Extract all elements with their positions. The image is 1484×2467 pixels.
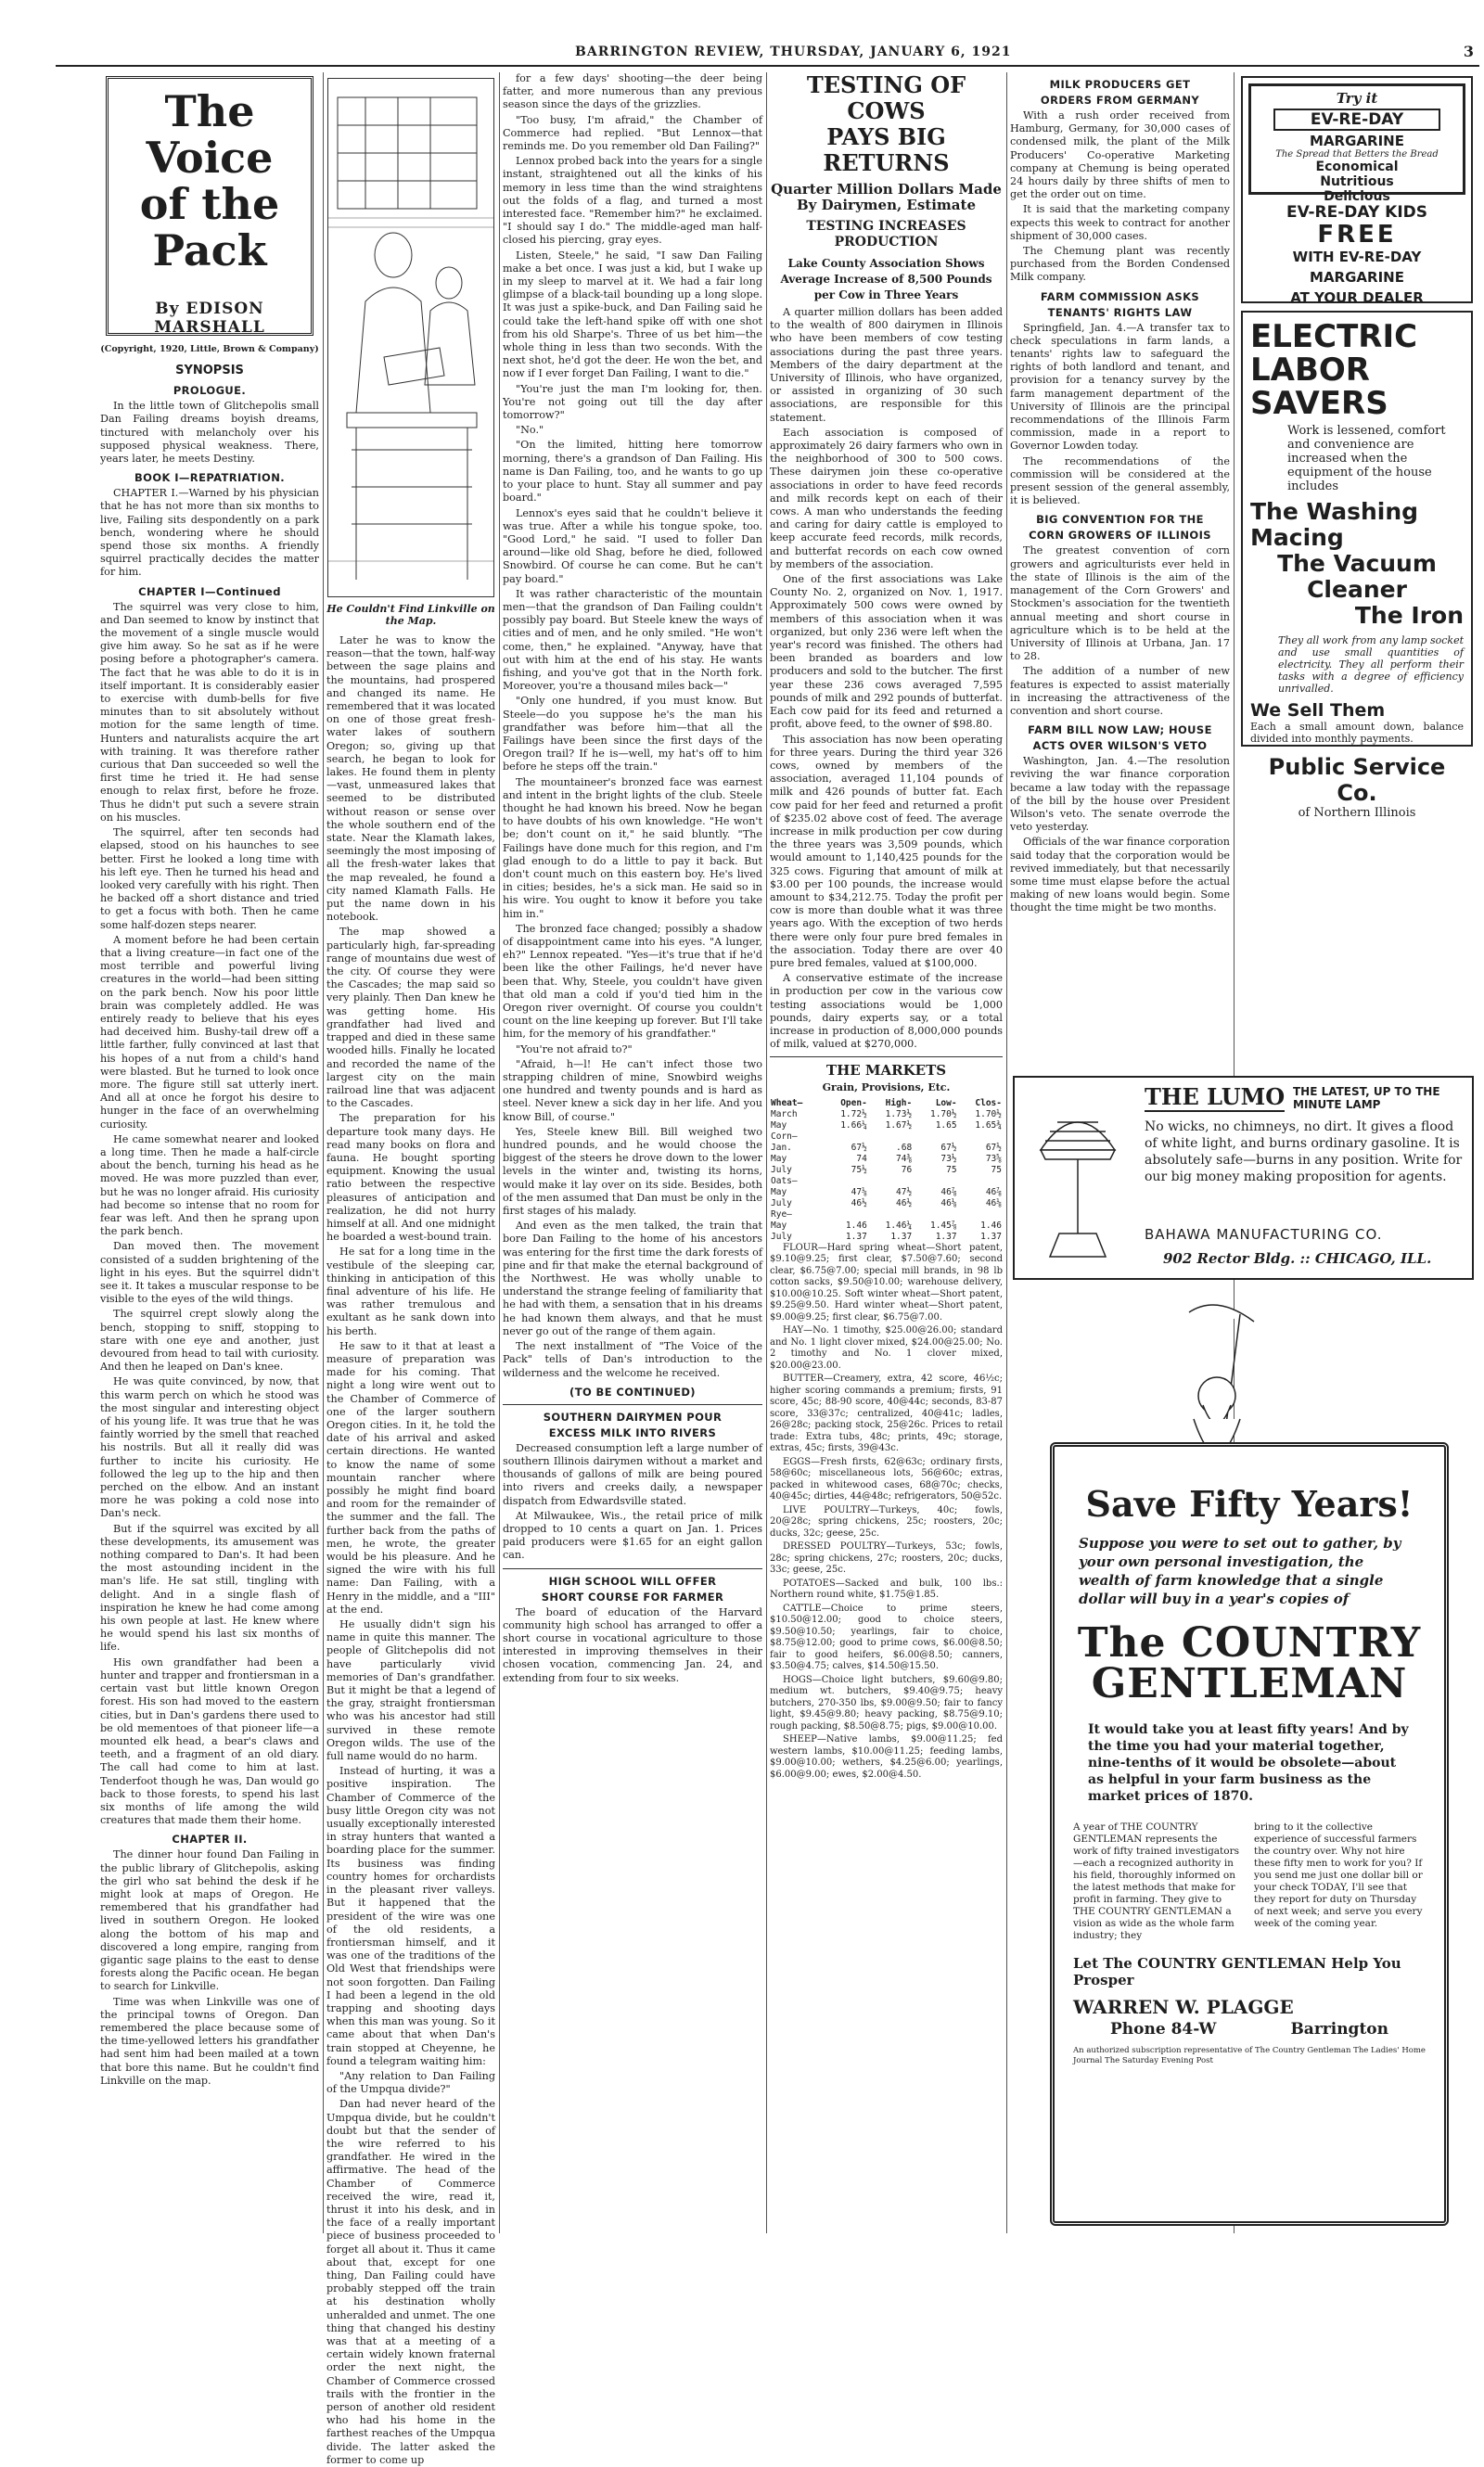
company-name: BAHAWA MANUFACTURING CO. (1145, 1226, 1383, 1243)
paragraph: "You're just the man I'm looking for, then. You're not going out till the day after tomorrow?" (503, 382, 762, 422)
table-cell (868, 1176, 913, 1187)
table-cell: 67½ (985, 1142, 1002, 1153)
column-serial-2 (326, 72, 495, 2466)
paragraph: "You're not afraid to?" (516, 1042, 633, 1055)
table-cell: 1.72½ (840, 1108, 867, 1119)
ad-headline: SAVERS (1250, 385, 1388, 422)
table-row (770, 1131, 1003, 1143)
table-cell: 46⅞ (985, 1186, 1002, 1197)
ad-text: A year of THE COUNTRY GENTLEMAN represents the work of fifty trained investigators—each a recognized authority in his field, thoroughly informed on the latest methods that make for profit in farming. They give to THE COUNTRY GENTLEMAN a vision as wide as the whole farm industry; they (1073, 1821, 1240, 1941)
table-cell: 1.73½ (885, 1108, 913, 1119)
table-cell: Oats— (771, 1175, 798, 1186)
paragraph: His own grandfather had been a hunter and trapper and frontiersman in a certain vast but little known Oregon forest. His son had moved to the eastern cities, but in Dan's gardens there used to be old mementoes of that pioneer life—a mounted elk head, a bear's claws and teeth, and a fragment of an old diary. The call had come to him at last. Tenderfoot though he was, Dan would go back to those forests, to spend his last six months of life among the wild creatures that made them their home. (100, 1655, 319, 1827)
paragraph: The squirrel crept slowly along the bench, stopping to sniff, stopping to stare with one eye and another, just devoured from head to tail with curiosity. And then he leaped on Dan's knee. (100, 1308, 319, 1374)
ad-text: Nutritious (1320, 174, 1394, 189)
table-cell: 46⅛ (940, 1197, 957, 1208)
table-header-cell: Open- (840, 1097, 867, 1108)
table-cell: 73⅝ (985, 1153, 1002, 1164)
table-header-cell: Low- (935, 1097, 957, 1108)
prologue-text: In the little town of Glitchepolis small Dan Failing dreams boyish dreams, tinctured with melancholy over his supposed physical weakness. There, years later, he meets Destiny. (100, 400, 319, 466)
library-scene-icon (328, 79, 493, 596)
table-header-cell: Clos- (975, 1097, 1002, 1108)
table-cell: May (771, 1186, 787, 1197)
headline: HIGH SCHOOL WILL OFFER (548, 1574, 717, 1588)
ad-text: No wicks, no chimneys, no dirt. It gives a flood of white light, and burns ordinary gasoline. It is absolutely safe—burns in any position. Write for our big money making proposition for agents. (1145, 1119, 1463, 1184)
book-heading: BOOK I—REPATRIATION. (134, 471, 285, 485)
chapter1-continued: CHAPTER I—Continued (138, 584, 281, 598)
ad-text: They all work from any lamp socket and use small quantities of electricity. They all perform their tasks with a degree of efficiency unrivalled. (1278, 634, 1464, 695)
masthead (56, 39, 1479, 67)
table-cell: 73½ (940, 1153, 957, 1164)
markets-title: THE MARKETS (825, 1062, 947, 1080)
headline: BIG CONVENTION FOR THE (1036, 513, 1204, 527)
company-name: Public Service (1268, 754, 1446, 780)
column-rule (499, 72, 500, 2233)
ad-text: It would take you at least fifty years! And by the time you had your material together, nine-tenths of it would be obsolete—about as helpful in your farm business as the market prices of 1870. (1088, 1722, 1409, 1804)
paragraph: Decreased consumption left a large number of southern Illinois dairymen without a market and thousands of gallons of milk are being poured into rivers and creeks daily, a newspaper dispatch from Edwardsville stated. (503, 1441, 762, 1507)
table-row (770, 1221, 1003, 1232)
table-cell: 1.67½ (885, 1119, 913, 1131)
table-cell: July (771, 1231, 792, 1242)
ad-headline: Save Fifty Years! (1085, 1483, 1414, 1525)
headline: MILK PRODUCERS GET (1049, 78, 1191, 91)
ad-text: Try it (1336, 90, 1378, 107)
illustration-caption: He Couldn't Find Linkville on the Map. (326, 603, 495, 627)
paragraph: "No." (516, 424, 544, 437)
paragraph: And even as the men talked, the train that bore Dan Failing to the home of his ancestors was entering for the first time the dark forests of pine and fir that make the eternal background of the Northwest. He was wholly unable to understand the strange feeling of familiarity that he had with them, a sensation that in his dreams he had known them always, and that he must never go out of the range of them again. (503, 1220, 762, 1337)
table-cell (913, 1131, 957, 1143)
company-address: 902 Rector Bldg. :: CHICAGO, ILL. (1163, 1250, 1432, 1267)
paragraph: Officials of the war finance corporation said today that the corporation would be revived immediately, but that necessarily some time must elapse before the actual making of new loans would begin. Some thought the time might be two months. (1010, 836, 1230, 914)
headline: ORDERS FROM GERMANY (1040, 94, 1200, 107)
paragraph: He came somewhat nearer and looked a long time. Then he made a half-circle about the bench, turning his head as he moved. He was more puzzled than ever, but he was no longer afraid. His curiosity had become so intense that no room for fear was left. And then he sprang upon the park bench. (100, 1132, 319, 1238)
table-cell: 1.37 (890, 1231, 913, 1242)
paragraph: The preparation for his departure took many days. He read many books on flora and fauna. He bought sporting equipment. Knowing the usual ratio between the respective pleasures of anticipation and realization, he did not hurry himself at all. And one midnight he boarded a west-bound train. (326, 1112, 495, 1244)
library-illustration (327, 78, 494, 597)
headline: SOUTHERN DAIRYMEN POUR (543, 1410, 723, 1424)
page-number: 3 (1463, 43, 1474, 60)
paragraph: "Afraid, h—l! He can't infect those two strapping children of mine, Snowbird weighs one hundred and twenty pounds and is hard as steel. Never knew a sick day in her life. And you know Bill, of course." (503, 1057, 762, 1123)
ad-text: FREE (1317, 221, 1397, 249)
table-cell: 1.70½ (975, 1108, 1002, 1119)
prologue-heading: PROLOGUE. (173, 384, 247, 398)
paragraph: At Milwaukee, Wis., the retail price of milk dropped to 10 cents a quart on Jan. 1. Prices paid producers were $1.65 for an eight gallon can. (503, 1509, 762, 1562)
table-cell: 75 (946, 1164, 957, 1175)
table-cell: 1.46¼ (885, 1220, 913, 1231)
table-cell: 74 (856, 1153, 867, 1164)
paragraph: Instead of hurting, it was a positive inspiration. The Chamber of Commerce of the busy little Oregon city was not usually exceptionally interested in stray hunters that wanted a boarding place for the summer. Its business was finding country homes for orchardists in the pleasant river valleys. But it happened that the president of the wire was one of the old residents, a frontiersman himself, and it was one of the traditions of the Old West that friendships were not soon forgotten. Dan Failing I had been a legend in the old trapping and shooting days when this man was young. So it came about that when Dan's train stopped at Cheyenne, he found a telegram waiting him: (326, 1765, 495, 2067)
column-news (1010, 72, 1230, 1102)
column-rule (766, 72, 767, 2233)
table-cell: 1.65¾ (975, 1119, 1002, 1131)
paragraph: Listen, Steele," he said, "I saw Dan Failing make a bet once. I was just a kid, but I wake up in my sleep to marvel at it. We had a fair long glimpse of a black-tail bounding up a long slope. It was just a spike-buck, and Dan Failing said he could take the left-hand spike off with one shot from his old Sharpe's. Three of us bet him—the whole thing in less than two seconds. With the next shot, he'd got the deer. He won the bet, and now if I ever forget Dan Failing, I want to die." (503, 249, 762, 380)
paragraph: The Chemung plant was recently purchased from the Borden Condensed Milk company. (1010, 245, 1230, 284)
paragraph: The map showed a particularly high, far-spreading range of mountains due west of the city. Of course they were the Cascades; the map said so very plainly. Then Dan knew he was getting home. His grandfather had lived and trapped and died in these same wooded hills. Finally he located and recorded the name of the largest city on the main railroad line that was adjacent to the Cascades. (326, 926, 495, 1110)
chapter1-summary: CHAPTER I.—Warned by his physician that he has not more than six months to live, Failing sits despondently on a park bench, wondering where he should spend those six months. A friendly squirrel practically decides the matter for him. (100, 487, 319, 579)
table-cell: May (771, 1119, 787, 1131)
everday-margarine-ad (1241, 76, 1473, 306)
lumo-lamp-ad (1013, 1076, 1474, 1280)
table-cell: 1.46 (980, 1220, 1002, 1231)
synopsis-heading: SYNOPSIS (175, 364, 244, 378)
serial-title-line1: The Voice (146, 86, 274, 183)
headline: FARM COMMISSION ASKS (1040, 289, 1200, 303)
ad-text: THE LATEST, UP TO THE MINUTE LAMP (1293, 1085, 1440, 1111)
table-cell: Corn— (771, 1131, 798, 1142)
paragraph: He saw to it that at least a measure of preparation was made for his coming. That night a long wire went out to the Chamber of Commerce of one of the larger southern Oregon cities. In it, he told the date of his arrival and asked certain directions. He wanted to know the name of some mountain rancher where possibly he might find board and room for the remainder of the summer and the fall. The further back from the paths of men, he wrote, the greater would be his pleasure. And he signed the wire with his full name: Dan Failing, with a Henry in the middle, and a "III" at the end. (326, 1339, 495, 1616)
headline: FARM BILL NOW LAW; HOUSE (1028, 723, 1212, 737)
agent-phone: Phone 84-W (1110, 2020, 1217, 2039)
paragraph: But if the squirrel was excited by all these developments, its amusement was nothing compared to Dan's. It had been the most astounding incident in the man's life. He sat still, tingling with delight. And in a single flash of inspiration he knew he had come among his own people at last. He knew where he would spend his last six months of life. (100, 1522, 319, 1654)
brand-name: EV-RE-DAY (1273, 109, 1440, 131)
magazine-title: The COUNTRY (1077, 1619, 1422, 1667)
table-cell (868, 1131, 913, 1143)
table-cell: 46⅛ (985, 1197, 1002, 1208)
paragraph: He usually didn't sign his name in quite this manner. The people of Glitchepolis did not have particularly vivid memories of Dan's grandfather. But it might be that a legend of the gray, straight frontiersman who was his ancestor had still survived in these remote Oregon wilds. The use of the full name would do no harm. (326, 1618, 495, 1763)
paragraph: Washington, Jan. 4.—The resolution reviving the war finance corporation became a law today with the repassage of the bill by the house over President Wilson's veto. The senate overrode the veto yesterday. (1010, 755, 1230, 834)
agent-town: Barrington (1290, 2020, 1388, 2039)
lamp-brand: THE LUMO (1145, 1083, 1286, 1110)
market-report: SHEEP—Native lambs, $9.00@11.25; fed western lambs, $10.00@11.25; feeding lambs, $9.00@10.00; wethers, $4.25@6.00; yearlings, $6.00@9.00; ewes, $2.00@4.50. (770, 1734, 1003, 1780)
table-cell: May (771, 1220, 787, 1231)
market-report: LIVE POULTRY—Turkeys, 40c; fowls, 20@28c; spring chickens, 25c; roosters, 20c; ducks, 32c; geese, 25c. (770, 1504, 1003, 1539)
market-report: HAY—No. 1 timothy, $25.00@26.00; standard and No. 1 light clover mixed, $24.00@25.00; No. 2 timothy and No. 1 clover mixed, $20.00@23.00. (770, 1325, 1003, 1371)
paragraph: Lennox probed back into the years for a single instant, straightened out all the kinks of his memory in less time than the wind straightens out the folds of a flag, and turned a most interested face. "Remember him?" he exclaimed. "I should say I do." The middle-aged man half-closed his piercing, gray eyes. (503, 155, 762, 247)
deck: Lake County Association Shows Average Increase of 8,500 Pounds per Cow in Three Years (780, 257, 992, 301)
table-cell: .68 (896, 1142, 913, 1153)
market-report: HOGS—Choice light butchers, $9.60@9.80; medium wt. butchers, $9.40@9.75; heavy butchers, 270-350 lbs, $9.00@9.50; fair to fancy light, $9.45@9.80; heavy packing, $8.75@9.10; rough packing, $8.50@8.75; pigs, $9.00@10.00. (770, 1674, 1003, 1732)
table-cell: 1.37 (935, 1231, 957, 1242)
table-cell: 46½ (851, 1197, 867, 1208)
table-row (770, 1165, 1003, 1176)
product-item: The Vacuum Cleaner (1277, 550, 1437, 603)
paragraph: "Only one hundred, if you must know. But Steele—do you suppose he's the man his grandfather was before him—that all the Failings have been since the first days of the Oregon trail? If he is—well, my hat's off to him before he steps off the train." (503, 695, 762, 773)
paragraph: "On the limited, hitting here tomorrow morning, there's a grandson of Dan Failing. His name is Dan Failing, too, and he wants to go up to your place to hunt. Stay all summer and pay board." (503, 439, 762, 505)
table-row (770, 1187, 1003, 1198)
market-report: EGGS—Fresh firsts, 62@63c; ordinary firsts, 58@60c; miscellaneous lots, 56@60c; extras, packed in whitewood cases, 68@70c; checks, 40@45c; dirties, 44@48c; refrigerators, 50@52c. (770, 1456, 1003, 1502)
table-cell: 1.70½ (929, 1108, 957, 1119)
table-cell: 75½ (851, 1164, 867, 1175)
table-cell: 1.66¼ (840, 1119, 867, 1131)
chapter2-heading: CHAPTER II. (172, 1833, 248, 1847)
table-cell: Rye— (771, 1208, 792, 1220)
table-cell: 1.45⅞ (929, 1220, 957, 1231)
market-report: POTATOES—Sacked and bulk, 100 lbs.: Northern round white, $1.75@1.85. (770, 1578, 1003, 1601)
table-cell: March (771, 1108, 798, 1119)
ad-headline: ELECTRIC (1250, 318, 1418, 355)
table-header-cell: High- (885, 1097, 913, 1108)
ad-text: Delicious (1324, 189, 1390, 204)
paragraph: The addition of a number of new features is expected to assist materially in increasing the attractiveness of the convention and short course. (1010, 665, 1230, 717)
paragraph: With a rush order received from Hamburg, Germany, for 30,000 cases of condensed milk, the plant of the Milk Producers' Co-operative Marketing company at Chemung is being operated 24 hours daily by three shifts of men to get the order out on time. (1010, 109, 1230, 201)
table-row (770, 1143, 1003, 1154)
table-cell: 47½ (896, 1186, 913, 1197)
paragraph: Dan moved then. The movement consisted of a sudden brightening of the light in his eyes. But the squirrel didn't see it. It takes a muscular response to be visible to the eyes of the wild things. (100, 1240, 319, 1306)
table-row (770, 1120, 1003, 1131)
paragraph: Later he was to know the reason—that the town, half-way between the sage plains and the mountains, had prospered and changed its name. He remembered that it was located on one of those great fresh-water lakes of southern Oregon; so, giving up that search, he began to look for lakes. He found them in plenty—vast, unmeasured lakes that seemed to be distributed without reason or sense over the whole southern end of the state. Near the Klamath lakes, seemingly the most imposing of all the fresh-water lakes that the map revealed, he found a city named Klamath Falls. He put the name down in his notebook. (326, 634, 495, 924)
paragraph: for a few days' shooting—the deer being fatter, and more numerous than any previous season since the days of the grizzlies. (503, 72, 762, 111)
table-cell: 1.37 (980, 1231, 1002, 1242)
table-cell (913, 1209, 957, 1221)
headline: SHORT COURSE FOR FARMER (541, 1590, 724, 1604)
paragraph: A conservative estimate of the increase in production per cow in the various cow testing associations would be 1,000 pounds, dairy experts say, or a total increase in production of 8,000,000 pounds of milk, valued at $270,000. (770, 972, 1003, 1051)
paragraph: Lennox's eyes said that he couldn't believe it was true. After a while his tongue spoke, too. "Good Lord," he said. "I used to foller Dan around—like old Shag, before he died, followed Snowbird. Of course he can come. But he can't pay board." (503, 506, 762, 585)
electric-labor-savers-ad (1241, 311, 1473, 820)
paragraph: The dinner hour found Dan Failing in the public library of Glitchepolis, asking the girl who sat behind the desk if he might look at maps of Oregon. He remembered that his grandfather had lived in southern Oregon. He looked along the bottom of his map and discovered a long empire, ranging from gigantic sage plains to the east to dense forests along the Pacific ocean. He began to search for Linkville. (100, 1848, 319, 1993)
table-cell: 46½ (896, 1197, 913, 1208)
ad-headline: LABOR (1250, 352, 1370, 389)
product-item: The Iron (1354, 602, 1464, 629)
table-row (770, 1176, 1003, 1187)
column-dairy (770, 72, 1003, 2224)
ad-text: Each a small amount down, balance divided into monthly payments. (1250, 721, 1464, 745)
table-cell (823, 1131, 867, 1143)
agent-name: WARREN W. PLAGGE (1073, 1996, 1294, 2018)
ad-text: We Sell Them (1250, 700, 1386, 721)
table-cell: 74⅜ (896, 1153, 913, 1164)
table-cell: July (771, 1164, 792, 1175)
paragraph: He sat for a long time in the vestibule of the sleeping car, thinking in anticipation of this final adventure of his life. He was rather tremulous and exultant as he sank down into his berth. (326, 1246, 495, 1337)
masthead-title: BARRINGTON REVIEW, THURSDAY, JANUARY 6, 1921 (575, 45, 1012, 59)
table-cell (958, 1131, 1003, 1143)
table-cell (823, 1209, 867, 1221)
country-gentleman-ad (1013, 1294, 1474, 2232)
serial-title-line2: of the Pack (139, 179, 280, 275)
headline-main: PAYS BIG RETURNS (823, 123, 950, 176)
paragraph: It is said that the marketing company expects this week to contract for another shipment of 30,000 cases. (1010, 203, 1230, 242)
paragraph: It was rather characteristic of the mountain men—that the grandson of Dan Failing couldn't possibly pay board. But Steele knew the ways of cities and of men, and he only smiled. "He won't come, then," he explained. "Anyway, have that out with him at the end of his stay. He wants fishing, and you've got that in the North fork. Moreover, you're a thousand miles back—" (503, 587, 762, 693)
company-name: of Northern Illinois (1298, 806, 1416, 820)
ad-text: Suppose you were to set out to gather, by your own personal investigation, the wealth of farm knowledge that a single dollar will buy in a year's copies of (1079, 1535, 1401, 1607)
deck: Quarter Million Dollars Made By Dairymen, Estimate (771, 181, 1002, 213)
table-cell: 76 (901, 1164, 913, 1175)
paragraph: One of the first associations was Lake County No. 2, organized on Nov. 1, 1917. Approximately 500 cows were owned by members of this association when it was organized, but only 236 were left when the year's record was finished. The others had been branded as boarders and low producers and sold to the butcher. The first year these 236 cows averaged 7,595 pounds of milk and 292 pounds of butterfat. Each cow paid for its feed and returned a profit, above feed, to the owner of $98.80. (770, 573, 1003, 731)
paragraph: "Any relation to Dan Failing of the Umpqua divide?" (326, 2069, 495, 2096)
column-serial-3 (503, 72, 762, 2224)
paragraph: He was quite convinced, by now, that this warm perch on which he stood was the most singular and interesting object of his young life. It was true that he was faintly worried by the smell that reached his nostrils. But all it really did was further to incite his curiosity. He followed the leg up to the hip and then perched on the elbow. And an instant more he was poking a cold nose into Dan's neck. (100, 1375, 319, 1520)
paragraph: Each association is composed of approximately 26 dairy farmers who own in the neighborhood of 300 to 500 cows. These dairymen join these co-operative associations in order to have feed records and milk records kept on each of their cows. A man who understands the feeding and caring for dairy cattle is employed to keep accurate feed records, milk records, and butterfat records on each cow owned by members of the association. (770, 426, 1003, 570)
paragraph: A quarter million dollars has been added to the wealth of 800 dairymen in Illinois who have been members of cow testing associations during the past three years. Members of the dairy department at the University of Illinois, who have organized, or assisted in organizing of 30 such associations, are responsible for this statement. (770, 306, 1003, 424)
paragraph: The squirrel, after ten seconds had elapsed, stood on his haunches to see better. First he looked a long time with his left eye. Then he turned his head and looked very carefully with his right. Then he backed off a short distance and tried to get a focus with both. Then he came some half-dozen steps nearer. (100, 826, 319, 931)
table-row (770, 1109, 1003, 1120)
paragraph: A moment before he had been certain that a living creature—in fact one of the most terrible and powerful living creatures in the world—had been sitting on the park bench. Now his poor little brain was completely addled. He was entirely ready to believe that his eyes had deceived him. Bushy-tail drew off a little farther, fully convinced at last that his hopes of a nut from a child's hand were blasted. But he turned to look once more. The figure still sat utterly inert. And all at once he forgot his desire to hunger in the face of an overwhelming curiosity. (100, 933, 319, 1131)
market-report: DRESSED POULTRY—Turkeys, 53c; fowls, 28c; spring chickens, 27c; roosters, 20c; ducks, 33c; geese, 25c. (770, 1541, 1003, 1576)
table-cell: May (771, 1153, 787, 1164)
ad-text: The Spread that Betters the Bread (1275, 149, 1439, 160)
market-report: FLOUR—Hard spring wheat—Short patent, $9.10@9.25; first clear, $7.50@7.60; second clear, $6.75@7.00; special mill brands, in 98 lb cotton sacks, $9.50@10.00; warehouse delivery, $10.00@10.25. Soft winter wheat—Short patent, $9.25@9.50. Hard winter wheat—Short patent, $9.00@9.25; first clear, $6.75@7.00. (770, 1242, 1003, 1323)
column-serial-1 (100, 72, 319, 2224)
magazine-title: GENTLEMAN (1091, 1660, 1408, 1707)
paragraph: The next installment of "The Voice of the Pack" tells of Dan's introduction to the wilderness and the welcome he received. (503, 1340, 762, 1379)
ad-text: bring to it the collective experience of successful farmers the country over. Why not hire these fifty men to work for you? If you send me just one dollar bill or your check TODAY, I'll see that they report for duty on Thursday of next week; and serve you every week of the coming year. (1254, 1821, 1423, 1929)
margarine-package (1248, 83, 1465, 204)
paragraph: Time was when Linkville was one of the principal towns of Oregon. Dan remembered the place because some of the time-yellowed letters his grandfather had sent him had been mailed at a town that bore this name. But he couldn't find Linkville on the map. (100, 1995, 319, 2087)
table-cell: 46⅞ (940, 1186, 957, 1197)
ad-text: MARGARINE (1310, 269, 1404, 286)
headline: CORN GROWERS OF ILLINOIS (1029, 529, 1211, 543)
ad-text: AT YOUR DEALER (1290, 289, 1424, 306)
ad-text: Work is lessened, comfort and convenience are increased when the equipment of the house includes (1287, 424, 1446, 493)
paragraph: The recommendations of the commission will be considered at the present session of the general assembly, it is believed. (1010, 454, 1230, 507)
ad-text: WITH EV-RE-DAY (1292, 249, 1422, 265)
table-cell: 47⅛ (851, 1186, 867, 1197)
paragraph: Springfield, Jan. 4.—A transfer tax to check speculations in farm lands, a tenants' rights law to safeguard the rights of both landlord and tenant, and provision for a tenancy survey by the farm management department of the University of Illinois are the principal recommendations of the Illinois Farm commission, made in a report to Governor Lowden today. (1010, 321, 1230, 453)
ad-text: Let The COUNTRY GENTLEMAN Help You Prosper (1073, 1955, 1401, 1988)
cg-frame (1050, 1442, 1449, 2226)
ad-text: EV-RE-DAY KIDS (1286, 203, 1428, 222)
serial-byline: By EDISON MARSHALL (154, 300, 265, 337)
headline-main: TESTING OF COWS (806, 71, 966, 124)
table-cell: 1.65 (935, 1119, 957, 1131)
table-row (770, 1232, 1003, 1243)
paragraph: "Too busy, I'm afraid," the Chamber of Commerce had replied. "But Lennox—that reminds me. Do you remember old Dan Failing?" (503, 113, 762, 153)
table-row (770, 1209, 1003, 1221)
serial-title-box (106, 76, 313, 336)
paragraph: This association has now been operating for three years. During the third year 326 cows, owned by members of the association, averaged 11,104 pounds of milk and 426 pounds of butter fat. Each cow paid for her feed and returned a profit of $235.02 above cost of feed. The average increase in milk production per cow during the three years was 3,509 pounds, which would amount to 1,140,425 pounds for the 325 cows. Figuring that amount of milk at $3.00 per 100 pounds, the increase would amount to $34,212.75. Today the profit per cow is more than double what it was three years ago. With the exception of two herds there were only four pure bred females in the association. Today there are over 40 pure bred females, valued at $100,000. (770, 733, 1003, 969)
table-cell (958, 1176, 1003, 1187)
column-rule (1006, 72, 1007, 2233)
markets-subtitle: Grain, Provisions, Etc. (822, 1081, 951, 1094)
market-report: CATTLE—Choice to prime steers, $10.50@12.00; good to choice steers, $9.50@10.50; yearlings, fair to choice, $8.75@12.00; good to prime cows, $6.00@8.50; fair to good heifers, $6.00@8.50; canners, $3.50@4.75; calves, $14.50@15.50. (770, 1603, 1003, 1672)
subhead: TESTING INCREASES PRODUCTION (806, 219, 966, 249)
table-cell: 75 (991, 1164, 1002, 1175)
table-cell: Jan. (771, 1142, 792, 1153)
table-cell (913, 1176, 957, 1187)
to-be-continued: (TO BE CONTINUED) (569, 1385, 696, 1399)
table-cell: 67½ (851, 1142, 867, 1153)
market-report: BUTTER—Creamery, extra, 42 score, 46½c; higher scoring commands a premium; firsts, 91 score, 45c; 88-90 score, 40@44c; seconds, 83-87 score, 33@37c; centralized, 40@41c; ladles, 26@28c; packing stock, 25@26c. Prices to retail trade: Extra tubs, 48c; prints, 49c; storage, extras, 45c; firsts, 39@43c. (770, 1374, 1003, 1454)
table-cell (958, 1209, 1003, 1221)
table-cell: 1.46 (845, 1220, 867, 1231)
table-row (770, 1154, 1003, 1165)
paragraph: Yes, Steele knew Bill. Bill weighed two hundred pounds, and he would choose the biggest of the steers he drove down to the lower levels in the winter and, twisting its horns, would make it lay over on its side. Besides, both of the men assumed that Dan must be only in the first stages of his malady. (503, 1125, 762, 1218)
grain-price-table (770, 1098, 1003, 1243)
table-header-cell: Wheat— (771, 1097, 803, 1108)
table-cell (868, 1209, 913, 1221)
ad-footer: An authorized subscription representative of The Country Gentleman The Ladies' Home Journal The Saturday Evening Post (1073, 2046, 1426, 2065)
column-rule (323, 72, 324, 2233)
serial-copyright: (Copyright, 1920, Little, Brown & Company) (100, 344, 319, 354)
ad-text: MARGARINE (1310, 133, 1404, 149)
paragraph: The squirrel was very close to him, and Dan seemed to know by instinct that the movement of a single muscle would give him away. So he sat as if he were posing before a photographer's camera. The fact that he was able to do it is in itself important. It is considerably easier to exercise with dumb-bells for five minutes than to sit absolutely without motion for the same length of time. Hunters and naturalists acquire the art with training. It was therefore rather curious that Dan succeeded so well the first time he tried it. He had sense enough to relax first, before he froze. Thus he didn't put such a severe strain on his muscles. (100, 600, 319, 824)
table-cell: July (771, 1197, 792, 1208)
table-cell (823, 1176, 867, 1187)
headline: TENANTS' RIGHTS LAW (1047, 305, 1193, 319)
paragraph: The board of education of the Harvard community high school has arranged to offer a short course in vocational agriculture to those interested in improving themselves in their chosen vocation, commencing Jan. 24, and extending from four to six weeks. (503, 1605, 762, 1684)
paragraph: Dan had never heard of the Umpqua divide, but he couldn't doubt but that the sender of the wire referred to his grandfather. He wired in the affirmative. The head of the Chamber of Commerce received the wire, read it, thrust it into his desk, and in the face of a really important piece of business proceeded to forget all about it. Thus it came about that, except for one thing, Dan Failing could have probably stepped off the train at his destination wholly unheralded and unmet. The one thing that changed his destiny was that at a meeting of a certain widely known fraternal order the next night, the Chamber of Commerce crossed trails with the frontier in the person of another old resident who had his home in the farthest reaches of the Umpqua divide. The latter asked the former to come up (326, 2098, 495, 2466)
product-item: The Washing Macing (1250, 498, 1419, 551)
table-row (770, 1198, 1003, 1209)
headline: ACTS OVER WILSON'S VETO (1032, 739, 1208, 753)
table-cell: 1.37 (845, 1231, 867, 1242)
table-cell: 67½ (940, 1142, 957, 1153)
paragraph: The mountaineer's bronzed face was earnest and intent in the bright lights of the club. Steele thought he had known his breed. Now he began to have doubts of his own knowledge. "He won't be; don't count on it," he said bluntly. "The Failings have done much for this region, and I'm glad enough to do a little to pay it back. But don't count much on this eastern boy. He's lived in cities; besides, he's a sick man. He said so in his wire. You ought to know it before you take him in." (503, 775, 762, 920)
column-ads (1237, 72, 1477, 1102)
lamp-icon (1022, 1085, 1133, 1271)
paragraph: The bronzed face changed; possibly a shadow of disappointment came into his eyes. "A lunger, eh?" Lennox repeated. "Yes—it's true that if he'd been like the other Failings, he'd never have been that. Why, Steele, you couldn't have given that old man a cold if you'd tied him in the Oregon river overnight. Of course you couldn't count on the line keeping up forever. But I'll take him, for the memory of his grandfather." (503, 922, 762, 1041)
company-name: Co. (1337, 780, 1377, 806)
ad-text: Economical (1315, 160, 1399, 174)
headline: EXCESS MILK INTO RIVERS (548, 1425, 717, 1439)
paragraph: The greatest convention of corn growers and agriculturists ever held in the state of Illinois is the aim of the management of the Corn Growers' and Stockmen's association for the twentieth annual meeting and short course in agriculture which is to be held at the University of Illinois at Urbana, Jan. 17 to 28. (1010, 544, 1230, 663)
